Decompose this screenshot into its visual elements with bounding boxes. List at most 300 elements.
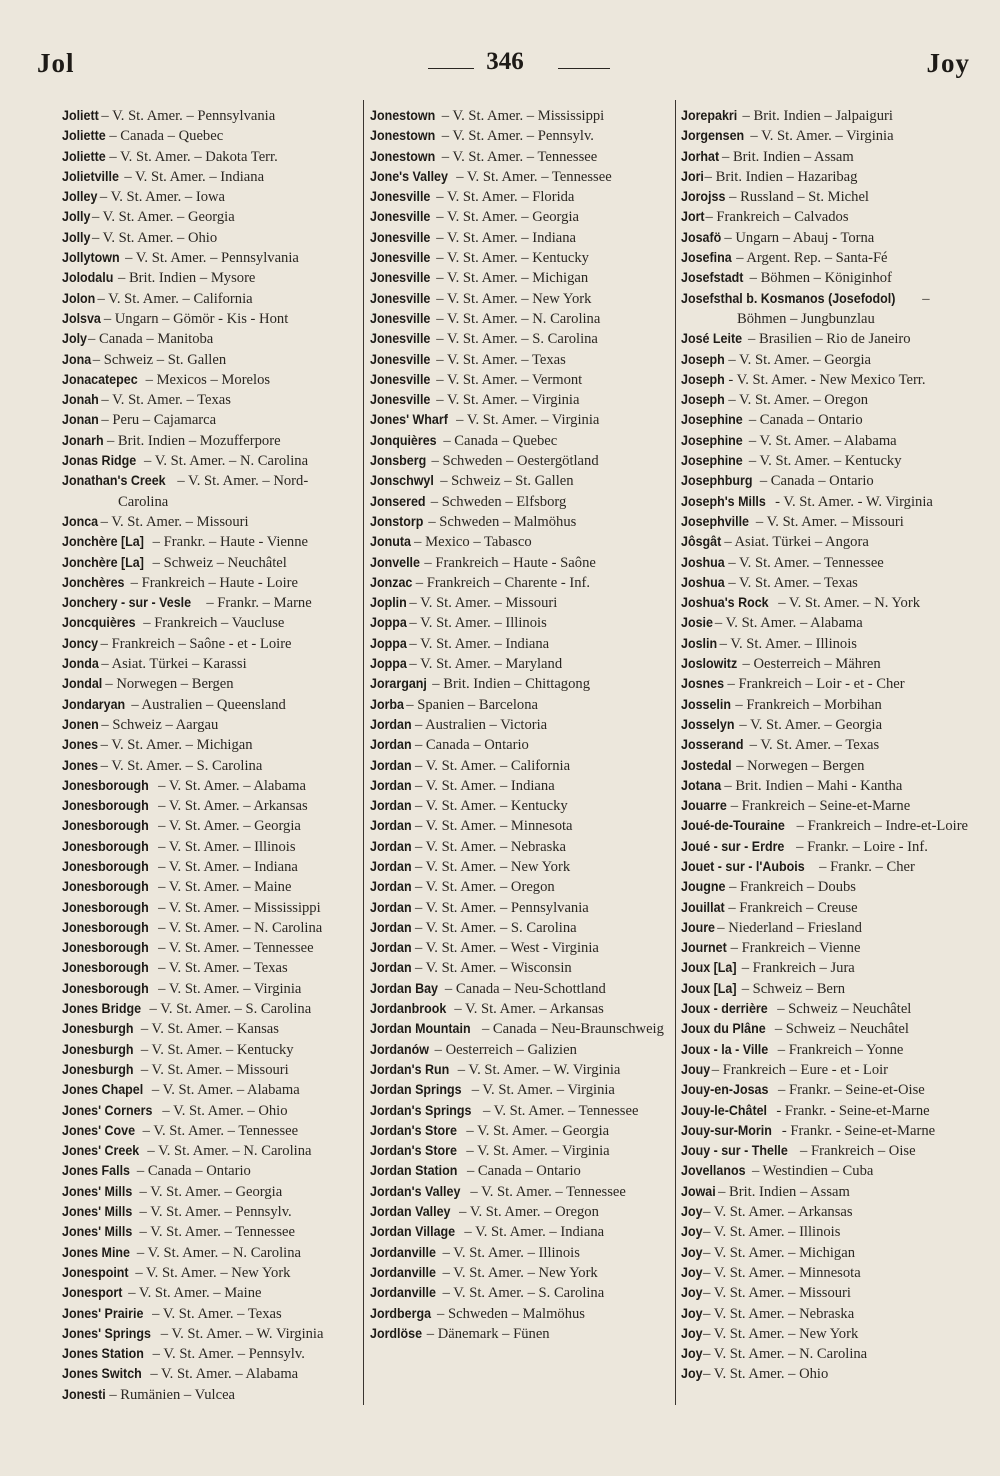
gazetteer-entry	[370, 126, 672, 146]
place-location: – V. St. Amer. – Pennsylv.	[438, 128, 594, 145]
place-location: – Westindien – Cuba	[748, 1163, 874, 1180]
gazetteer-entry	[681, 877, 981, 897]
place-location: – V. St. Amer. – N. Carolina	[699, 1346, 868, 1363]
place-name: Jones Switch	[62, 1366, 142, 1383]
gazetteer-entry	[681, 553, 981, 573]
gazetteer-entry	[681, 126, 981, 146]
gazetteer-entry	[681, 654, 981, 674]
gazetteer-entry	[370, 1019, 672, 1039]
place-name: Jonesville	[370, 189, 431, 206]
place-location: – Frankreich – Vienne	[727, 940, 861, 957]
place-location: - Frankr. - Seine-et-Marne	[772, 1102, 930, 1119]
gazetteer-entry	[681, 1060, 981, 1080]
gazetteer-entry	[370, 1101, 672, 1121]
place-name: Joy	[681, 1224, 703, 1241]
gazetteer-entry	[681, 1263, 981, 1283]
place-location: – Schweden – Malmöhus	[424, 513, 577, 530]
gazetteer-entry	[62, 1040, 358, 1060]
place-location: – Schweiz – St. Gallen	[436, 473, 574, 490]
place-location: – V. St. Amer. – Alabama	[146, 1366, 299, 1383]
gazetteer-entry	[62, 654, 358, 674]
place-location: – Frankreich – Yonne	[774, 1041, 904, 1058]
place-name: Jonen	[62, 716, 99, 733]
place-name: Jonda	[62, 656, 99, 673]
place-location: – V. St. Amer. – Missouri	[137, 1061, 289, 1078]
place-location: – V. St. Amer. – Kentucky	[745, 453, 902, 470]
gazetteer-entry	[681, 938, 981, 958]
place-location: – V. St. Amer. – Illinois	[699, 1224, 841, 1241]
place-name: Jones Bridge	[62, 1001, 142, 1018]
gazetteer-entry	[370, 1182, 672, 1202]
place-location: – V. St. Amer. – Maine	[124, 1285, 262, 1302]
gazetteer-entry	[370, 553, 672, 573]
gazetteer-entry	[370, 390, 672, 410]
gazetteer-entry	[681, 1202, 981, 1222]
gazetteer-entry	[370, 958, 672, 978]
gazetteer-entry	[62, 695, 358, 715]
place-name: Jorhat	[681, 148, 720, 165]
place-name: Jonesti	[62, 1386, 106, 1403]
place-location: – V. St. Amer. – Oregon	[411, 879, 555, 896]
place-location: – Brit. Indien – Assam	[714, 1183, 850, 1200]
gazetteer-entry	[62, 1202, 358, 1222]
gazetteer-entry	[681, 410, 981, 430]
place-location: – Canada – Quebec	[105, 128, 224, 145]
gazetteer-entry	[681, 756, 981, 776]
gazetteer-entry	[370, 979, 672, 999]
place-location: – Schweiz – Neuchâtel	[771, 1021, 909, 1038]
place-location: – Mexico – Tabasco	[410, 534, 532, 551]
gazetteer-entry	[62, 1161, 358, 1181]
place-name: Jonesborough	[62, 818, 149, 835]
gazetteer-entry	[370, 167, 672, 187]
place-name: Jonesborough	[62, 798, 149, 815]
place-name: Jordan	[370, 818, 412, 835]
gazetteer-entry	[681, 1222, 981, 1242]
place-name: Joppa	[370, 635, 407, 652]
place-name: Joliette	[62, 148, 106, 165]
place-name: Jonesborough	[62, 980, 149, 997]
gazetteer-entry	[62, 431, 358, 451]
place-name: Jowai	[681, 1183, 716, 1200]
place-location: – V. St. Amer. – S. Carolina	[145, 1001, 312, 1018]
gazetteer-entry	[681, 918, 981, 938]
place-location: – Oesterreich – Galizien	[431, 1041, 577, 1058]
place-name: Jonesburgh	[62, 1061, 134, 1078]
place-name: Joure	[681, 919, 716, 936]
gazetteer-entry	[370, 187, 672, 207]
gazetteer-entry	[62, 350, 358, 370]
gazetteer-entry	[370, 207, 672, 227]
gazetteer-entry	[62, 1182, 358, 1202]
place-location: – V. St. Amer. – New York	[438, 1264, 598, 1281]
gazetteer-entry	[62, 228, 358, 248]
place-location: – V. St. Amer. – Wisconsin	[411, 960, 572, 977]
place-name: Jordan	[370, 919, 412, 936]
place-name: Jones' Creek	[62, 1143, 140, 1160]
place-name: Jonas Ridge	[62, 453, 137, 470]
place-name: Jort	[681, 209, 705, 226]
gazetteer-entry	[62, 1121, 358, 1141]
place-name: Joseph	[681, 392, 725, 409]
place-location: – V. St. Amer. – Ohio	[88, 229, 218, 246]
place-location: – Schweiz – Bern	[738, 980, 846, 997]
gazetteer-entry	[681, 167, 981, 187]
place-location: – V. St. Amer. – Vermont	[432, 371, 583, 388]
gazetteer-entry	[681, 715, 981, 735]
gazetteer-entry	[681, 532, 981, 552]
gazetteer-entry	[370, 1304, 672, 1324]
place-location: – Brit. Indien – Jalpaiguri	[738, 108, 893, 124]
gazetteer-entry	[370, 674, 672, 694]
place-name: Jouet - sur - l'Aubois	[681, 858, 805, 875]
place-name: Jonesborough	[62, 940, 149, 957]
gazetteer-entry	[681, 1161, 981, 1181]
place-name: Josephburg	[681, 473, 753, 490]
place-name: Joseph	[681, 371, 725, 388]
place-location: – Schweiz – Neuchâtel	[149, 554, 287, 571]
gazetteer-entry	[681, 431, 981, 451]
place-location: – Canada – Ontario	[133, 1163, 251, 1180]
place-location: – V. St. Amer. – Michigan	[699, 1244, 855, 1261]
place-location: – V. St. Amer. – Maine	[154, 879, 292, 896]
right-guide-word: Joy	[926, 48, 970, 78]
place-location: – Frankreich – Vaucluse	[139, 615, 285, 632]
gazetteer-entry	[370, 431, 672, 451]
place-name: Jonsberg	[370, 453, 427, 470]
place-name: Jôsgât	[681, 534, 722, 551]
place-location: – V. St. Amer. – Minnesota	[699, 1264, 861, 1281]
place-location: – V. St. Amer. – Pennsylv.	[149, 1346, 305, 1363]
place-name: Joux [La]	[681, 960, 737, 977]
place-name: Jonesborough	[62, 858, 149, 875]
left-guide-word: Jol	[37, 48, 75, 78]
place-name: Jonesville	[370, 290, 431, 307]
gazetteer-entry	[370, 1080, 672, 1100]
place-name: Jondaryan	[62, 696, 126, 713]
gazetteer-entry	[370, 695, 672, 715]
place-name: Jonah	[62, 392, 99, 409]
gazetteer-entry	[62, 877, 358, 897]
place-name: Joliette	[62, 128, 106, 145]
place-location: – Ungarn – Gömör - Kis - Hont	[100, 310, 289, 327]
gazetteer-entry	[62, 735, 358, 755]
place-name: Jonchère [La]	[62, 554, 144, 571]
place-name: Jordan	[370, 858, 412, 875]
place-name: Jonstorp	[370, 513, 424, 530]
place-name: Jonchères	[62, 574, 125, 591]
place-name: Jonesville	[370, 250, 431, 267]
place-location: – V. St. Amer. – Indiana	[411, 777, 555, 794]
gazetteer-entry	[681, 837, 981, 857]
place-location: – V. St. Amer. – Illinois	[438, 1244, 580, 1261]
gazetteer-entry	[370, 877, 672, 897]
gazetteer-entry	[681, 1141, 981, 1161]
gazetteer-entry	[681, 634, 981, 654]
place-name: Jonvelle	[370, 554, 420, 571]
gazetteer-entry	[370, 1141, 672, 1161]
place-location: – V. St. Amer. – S. Carolina	[97, 757, 263, 774]
place-name: Joy	[681, 1366, 703, 1383]
place-location: – V. St. Amer. – New York	[411, 858, 571, 875]
place-location: – Frankreich – Haute - Saône	[420, 554, 596, 571]
gazetteer-entry	[62, 1304, 358, 1324]
place-name: Jollytown	[62, 250, 120, 267]
place-location: – Brit. Indien – Mahi - Kantha	[720, 777, 903, 794]
place-name: Jordanville	[370, 1244, 436, 1261]
place-location: - V. St. Amer. - New Mexico Terr.	[724, 371, 926, 388]
gazetteer-entry	[62, 451, 358, 471]
place-name: Jordan Springs	[370, 1082, 462, 1099]
place-location: – V. St. Amer. – West - Virginia	[411, 940, 599, 957]
place-location: – V. St. Amer. – Minnesota	[411, 818, 573, 835]
place-location: – V. St. Amer. – Missouri	[97, 513, 249, 530]
gazetteer-entry	[681, 228, 981, 248]
place-location: – Brit. Indien – Assam	[718, 148, 854, 165]
place-name: Josselyn	[681, 716, 735, 733]
place-location: – V. St. Amer. – Missouri	[752, 513, 904, 530]
gazetteer-entry	[681, 147, 981, 167]
place-name: Jonesborough	[62, 879, 149, 896]
place-name: Jonestown	[370, 108, 436, 124]
place-name: Josephine	[681, 412, 743, 429]
place-location: – V. St. Amer. – Tennessee	[466, 1183, 626, 1200]
gazetteer-entry	[370, 1121, 672, 1141]
place-name: Jonesport	[62, 1285, 123, 1302]
place-name: Jonestown	[370, 148, 436, 165]
gazetteer-entry	[62, 207, 358, 227]
place-location: – Böhmen – Jungbunzlau	[737, 290, 930, 327]
gazetteer-entry	[370, 370, 672, 390]
gazetteer-entry	[370, 938, 672, 958]
place-location: – V. St. Amer. – Texas	[148, 1305, 282, 1322]
gazetteer-entry	[681, 573, 981, 593]
place-location: – Frankreich – Saône - et - Loire	[97, 635, 292, 652]
place-location: – V. St. Amer. – Alabama	[148, 1082, 300, 1099]
place-name: Jordan's Valley	[370, 1183, 461, 1200]
place-name: Josephville	[681, 513, 750, 530]
place-name: Jones' Mills	[62, 1224, 133, 1241]
place-name: Josafö	[681, 229, 722, 246]
gazetteer-entry	[62, 674, 358, 694]
place-name: Jonchery - sur - Vesle	[62, 595, 192, 612]
gazetteer-entry	[681, 492, 981, 512]
place-location: – Schweden – Malmöhus	[433, 1305, 585, 1322]
gazetteer-entry	[681, 1283, 981, 1303]
place-name: Jones	[62, 757, 99, 774]
column-divider	[363, 100, 364, 1405]
place-location: – V. St. Amer. – Alabama	[154, 777, 307, 794]
gazetteer-entry	[370, 613, 672, 633]
gazetteer-entry	[681, 1019, 981, 1039]
place-location: – V. St. Amer. – N. York	[774, 595, 921, 612]
place-location: – V. St. Amer. – California	[411, 757, 571, 774]
place-name: José Leite	[681, 331, 743, 348]
gazetteer-entry	[681, 512, 981, 532]
gazetteer-entry	[370, 634, 672, 654]
place-location: – Schweiz – Neuchâtel	[773, 1001, 912, 1018]
place-location: – Frankreich – Charente - Inf.	[412, 574, 591, 591]
gazetteer-entry	[681, 1324, 981, 1344]
page-header	[0, 0, 1000, 100]
gazetteer-entry	[681, 350, 981, 370]
place-name: Jones' Cove	[62, 1122, 136, 1139]
place-name: Josefina	[681, 250, 732, 267]
gazetteer-entry	[681, 816, 981, 836]
place-name: Josephine	[681, 432, 743, 449]
place-location: – Frankreich – Doubs	[725, 879, 856, 896]
place-name: Jonesburgh	[62, 1041, 134, 1058]
gazetteer-column-2	[370, 106, 672, 1406]
gazetteer-entry	[370, 289, 672, 309]
place-location: – V. St. Amer. – Virginia	[462, 1143, 610, 1160]
gazetteer-entry	[62, 898, 358, 918]
place-location: – Frankreich – Loir - et - Cher	[723, 676, 905, 693]
gazetteer-entry	[681, 1304, 981, 1324]
gazetteer-entry	[62, 370, 358, 390]
place-name: Joplin	[370, 595, 407, 612]
place-location: – Canada – Ontario	[745, 412, 863, 429]
gazetteer-entry	[62, 268, 358, 288]
place-location: – V. St. Amer. – Tennessee	[135, 1224, 295, 1241]
place-location: – V. St. Amer. – Nebraska	[699, 1305, 855, 1322]
place-location: – Frankreich – Calvados	[701, 209, 849, 226]
place-location: – V. St. Amer. – Indiana	[460, 1224, 605, 1241]
place-name: Jordan's Store	[370, 1122, 457, 1139]
place-name: Jordan	[370, 899, 412, 916]
gazetteer-entry	[370, 147, 672, 167]
place-location: – V. St. Amer. – Missouri	[699, 1285, 851, 1302]
place-name: Jonesborough	[62, 960, 149, 977]
gazetteer-entry	[681, 471, 981, 491]
gazetteer-entry	[681, 1344, 981, 1364]
place-name: Jonquières	[370, 432, 437, 449]
place-location: – Schweiz – St. Gallen	[89, 351, 227, 368]
place-location: – V. St. Amer. – Tennessee	[438, 148, 598, 165]
place-name: Jordberga	[370, 1305, 432, 1322]
gazetteer-entry	[681, 776, 981, 796]
place-name: Joux [La]	[681, 980, 737, 997]
gazetteer-entry	[62, 126, 358, 146]
gazetteer-entry	[681, 999, 981, 1019]
gazetteer-entry	[370, 898, 672, 918]
gazetteer-entry	[370, 654, 672, 674]
gazetteer-entry	[681, 1243, 981, 1263]
gazetteer-entry	[370, 837, 672, 857]
place-location: - V. St. Amer. - W. Virginia	[771, 493, 933, 510]
place-name: Joué-de-Touraine	[681, 818, 785, 835]
place-location: – V. St. Amer. – Indiana	[405, 635, 550, 652]
place-location: – V. St. Amer. – Georgia	[432, 209, 579, 226]
place-location: – Canada – Manitoba	[84, 331, 214, 348]
place-location: – V. St. Amer. – Tennessee	[724, 554, 884, 571]
place-location: – Peru – Cajamarca	[97, 412, 217, 429]
place-name: Joseph's Mills	[681, 493, 766, 510]
gazetteer-entry	[62, 634, 358, 654]
place-location: – Asiat. Türkei – Angora	[720, 534, 869, 551]
gazetteer-entry	[370, 816, 672, 836]
place-name: Jordan Village	[370, 1224, 456, 1241]
gazetteer-entry	[370, 1324, 672, 1344]
place-name: Journet	[681, 940, 727, 957]
place-location: – Frankreich – Eure - et - Loir	[708, 1061, 889, 1078]
place-name: Joppa	[370, 615, 407, 632]
place-name: Josnes	[681, 676, 725, 693]
gazetteer-entry	[681, 207, 981, 227]
gazetteer-entry	[62, 958, 358, 978]
place-name: Jonesville	[370, 270, 431, 287]
place-name: Jones' Corners	[62, 1102, 153, 1119]
place-name: Jonarh	[62, 432, 104, 449]
gazetteer-entry	[681, 735, 981, 755]
gazetteer-entry	[62, 1141, 358, 1161]
place-location: – V. St. Amer. – Ohio	[158, 1102, 288, 1119]
place-location: – V. St. Amer. – New York	[699, 1325, 859, 1342]
place-location: – V. St. Amer. – Virginia	[432, 392, 580, 409]
place-name: Jolodalu	[62, 270, 114, 287]
gazetteer-entry	[370, 999, 672, 1019]
place-name: Joly	[62, 331, 87, 348]
place-name: Jonesborough	[62, 919, 149, 936]
place-name: Jondal	[62, 676, 103, 693]
place-location: – V. St. Amer. – Pennsylv.	[135, 1204, 292, 1221]
place-location: – V. St. Amer. – Missouri	[405, 595, 558, 612]
gazetteer-entry	[370, 715, 672, 735]
gazetteer-entry	[62, 512, 358, 532]
place-name: Joliett	[62, 108, 99, 124]
gazetteer-entry	[370, 451, 672, 471]
gazetteer-entry	[681, 248, 981, 268]
place-location: – V. St. Amer. – Michigan	[432, 270, 589, 287]
gazetteer-entry	[62, 1385, 358, 1405]
page-number: 346	[486, 48, 524, 75]
gazetteer-entry	[62, 390, 358, 410]
place-name: Jones' Springs	[62, 1325, 152, 1342]
place-name: Jouillat	[681, 899, 725, 916]
place-location: – V. St. Amer. – Alabama	[711, 615, 863, 632]
gazetteer-entry	[681, 979, 981, 999]
place-location: – V. St. Amer. – Virginia	[746, 128, 894, 145]
gazetteer-entry	[62, 248, 358, 268]
place-name: Joux du Plâne	[681, 1021, 766, 1038]
place-location: – V. St. Amer. – S. Carolina	[432, 331, 598, 348]
place-location: – V. St. Amer. – W. Virginia	[157, 1325, 324, 1342]
place-location: – Schweden – Oestergötland	[427, 453, 599, 470]
gazetteer-entry	[370, 918, 672, 938]
gazetteer-entry	[370, 309, 672, 329]
place-name: Jolly	[62, 229, 91, 246]
place-name: Jordan	[370, 777, 412, 794]
place-location: – Canada – Ontario	[756, 473, 874, 490]
gazetteer-entry	[62, 147, 358, 167]
gazetteer-entry	[370, 492, 672, 512]
place-name: Jonesburgh	[62, 1021, 134, 1038]
place-name: Jonuta	[370, 534, 411, 551]
gazetteer-entry	[62, 329, 358, 349]
place-location: – Schweiz – Aargau	[97, 716, 219, 733]
place-location: – V. St. Amer. – Virginia	[154, 980, 302, 997]
gazetteer-entry	[62, 167, 358, 187]
place-location: – V. St. Amer. – Kentucky	[411, 798, 568, 815]
gazetteer-entry	[370, 512, 672, 532]
place-name: Jone's Valley	[370, 168, 448, 185]
place-location: – Rumänien – Vulcea	[105, 1386, 236, 1403]
place-location: – V. St. Amer. – Florida	[432, 189, 575, 206]
place-name: Joy	[681, 1325, 703, 1342]
place-location: – Spanien – Barcelona	[402, 696, 538, 713]
gazetteer-entry	[62, 816, 358, 836]
place-name: Jonan	[62, 412, 99, 429]
